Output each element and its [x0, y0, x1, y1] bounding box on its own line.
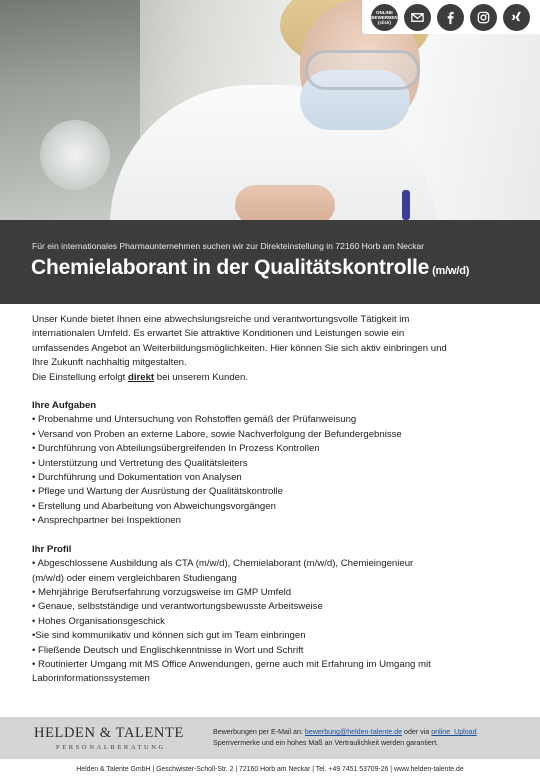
list-item: • Abgeschlossene Ausbildung als CTA (m/w/d), Chemielaborant (m/w/d), Chemieingenieur — [32, 558, 414, 570]
application-line — [213, 727, 533, 738]
company-logo-subtitle: PERSONALBERATUNG — [56, 744, 166, 751]
spacer — [32, 529, 512, 543]
apply-upload-link[interactable]: online_Upload — [431, 728, 477, 736]
intro-line: Ihre Zukunft nachhaltig mitgestalten. — [32, 357, 187, 369]
online-apply-line2: BEWERBEN — [371, 14, 398, 20]
job-title-suffix: (m/w/d) — [432, 265, 470, 277]
job-description — [32, 313, 512, 687]
list-item: • Erstellung und Abarbeitung von Abweichungsvorgängen — [32, 500, 276, 512]
profile-heading: Ihr Profil — [32, 543, 72, 555]
list-item: • Durchführung von Abteilungsübergreifenden In Prozess Kontrollen — [32, 443, 320, 455]
confidentiality-note: Sperrvermerke und ein hohes Maß an Vertraulichkeit werden garantiert. — [213, 739, 439, 747]
profile-list — [32, 557, 512, 687]
intro-line: umfassendes Angebot an Weiterbildungsmöglichkeiten. Hier können Sie sich aktiv einbringen und — [32, 342, 447, 354]
xing-icon[interactable] — [503, 4, 530, 31]
direct-hire-note — [32, 371, 512, 385]
email-icon[interactable] — [404, 4, 431, 31]
list-item: • Probenahme und Untersuchung von Rohstoffen gemäß der Prüfanweisung — [32, 414, 357, 426]
list-item: • Mehrjährige Berufserfahrung vorzugsweise im GMP Umfeld — [32, 586, 292, 598]
list-item: • Hohes Organisationsgeschick — [32, 615, 165, 627]
tasks-list — [32, 413, 512, 528]
spacer — [32, 385, 512, 399]
company-logo-name: HELDEN & TALENTE — [34, 725, 184, 741]
application-info — [213, 727, 533, 749]
online-apply-line1: ONLINE — [375, 9, 393, 15]
intro-line: internationalen Umfeld. Es erwartet Sie attraktive Konditionen und Leistungen sowie ein — [32, 328, 405, 340]
apply-prefix: Bewerbungen per E-Mail an: — [213, 728, 305, 736]
list-item: • Fließende Deutsch und Englischkenntnisse in Wort und Schrift — [32, 644, 304, 656]
apply-end: . — [476, 728, 479, 736]
tasks-heading: Ihre Aufgaben — [32, 400, 97, 412]
list-item: • Durchführung und Dokumentation von Analysen — [32, 472, 242, 484]
online-apply-icon[interactable] — [371, 4, 398, 31]
list-item: •Sie sind kommunikativ und können sich gut im Team einbringen — [32, 630, 306, 642]
hero-lab-flask — [40, 120, 110, 190]
list-item: (m/w/d) oder einem vergleichbaren Studiengang — [32, 572, 237, 584]
company-logo — [34, 725, 184, 751]
list-item: • Genaue, selbstständige und verantwortungsbewusste Arbeitsweise — [32, 601, 323, 613]
job-title-text: Chemielaborant in der Qualitätskontrolle — [31, 256, 430, 279]
social-icon-bar — [362, 0, 540, 34]
hero-pen — [402, 190, 410, 220]
job-title — [31, 256, 469, 280]
list-item: • Routinierter Umgang mit MS Office Anwendungen, gerne auch mit Erfahrung im Umgang mit — [32, 658, 431, 670]
list-item: • Versand von Proben an externe Labore, sowie Nachverfolgung der Befundergebnisse — [32, 428, 402, 440]
apply-email-link[interactable]: bewerbung@helden-talente.de — [304, 728, 403, 736]
footer-band — [0, 717, 540, 759]
list-item: • Unterstützung und Vertretung des Qualitätsleiters — [32, 457, 248, 469]
hero-safety-goggles — [305, 50, 420, 90]
title-banner — [0, 220, 540, 304]
direct-hire-after: bei unserem Kunden. — [154, 371, 249, 383]
banner-intro: Für ein internationales Pharmaunternehmen suchen wir zur Direkteinstellung in 72160 Horb am Neckar — [32, 241, 425, 251]
intro-line: Unser Kunde bietet Ihnen eine abwechslungsreiche und verantwortungsvolle Tätigkeit im — [32, 314, 410, 325]
hero-arm — [235, 185, 335, 220]
facebook-icon[interactable] — [437, 4, 464, 31]
instagram-icon[interactable] — [470, 4, 497, 31]
direct-hire-emphasis: direkt — [128, 371, 155, 383]
contact-footer: Helden & Talente GmbH | Geschwister-Scholl-Str. 2 | 72160 Horb am Neckar | Tel. +49 7451 53709-26 | www.helden-talente.de — [0, 759, 540, 780]
direct-hire-before: Die Einstellung erfolgt — [32, 371, 128, 383]
online-apply-line3: (click) — [377, 19, 391, 25]
apply-mid: oder via — [402, 728, 432, 736]
list-item: • Ansprechpartner bei Inspektionen — [32, 515, 181, 527]
list-item: Laborinformationssystemen — [32, 673, 150, 685]
list-item: • Pflege und Wartung der Ausrüstung der Qualitätskontrolle — [32, 486, 283, 498]
